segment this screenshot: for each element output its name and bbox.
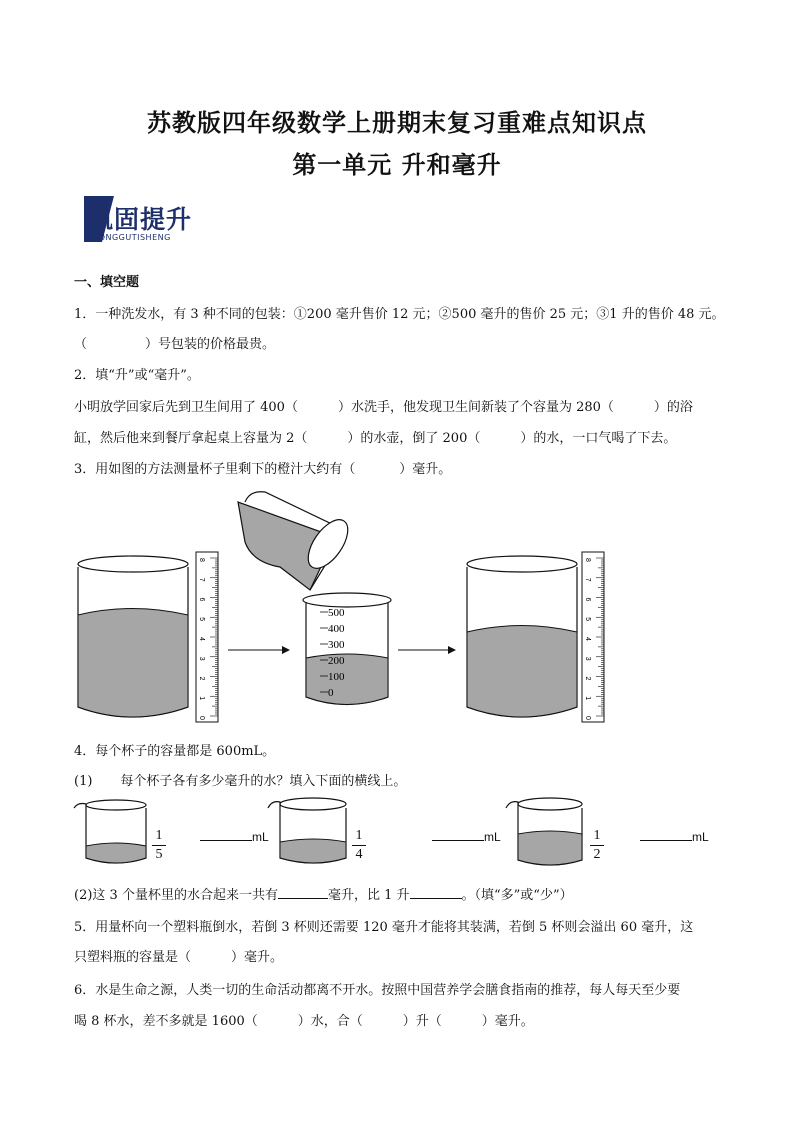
q1-line1: 1．一种洗发水，有 3 种不同的包装：①200 毫升售价 12 元；②500 毫升的售价 25 元；③1 升的售价 48 元。 — [74, 307, 725, 322]
q2-line2: 小明放学回家后先到卫生间用了 400（ ）水洗手，他发现卫生间新装了个容量为 280（ ）的浴 — [74, 400, 693, 415]
ruler-tick-label: 3 — [198, 656, 205, 661]
ruler-tick-label: 7 — [198, 577, 205, 582]
ruler-tick-label: 1 — [198, 696, 205, 701]
q5-line1: 5．用量杯向一个塑料瓶倒水，若倒 3 杯则还需要 120 毫升才能将其装满，若倒 5 杯则会溢出 60 毫升，这 — [74, 920, 694, 935]
arrow-1 — [228, 646, 290, 654]
fraction-2: 1 4 — [352, 828, 366, 863]
fraction-1: 1 5 — [152, 828, 166, 863]
ruler-tick-label: 0 — [584, 716, 591, 720]
right-ruler — [582, 552, 604, 722]
fraction-3: 1 2 — [590, 828, 604, 863]
cup-one-quarter — [268, 798, 346, 863]
answer-line-1[interactable]: mL — [200, 830, 269, 844]
beaker-tick-label: 500 — [328, 607, 345, 619]
logo-title: 巩固提升 — [88, 205, 193, 234]
ruler-tick-label: 4 — [198, 637, 205, 641]
ruler-tick-label: 0 — [198, 716, 205, 720]
measuring-beaker — [303, 593, 391, 705]
q3-line1: 3．用如图的方法测量杯子里剩下的橙汁大约有（ ）毫升。 — [74, 462, 452, 477]
q2-line3: 缸，然后他来到餐厅拿起桌上容量为 2（ ）的水壶，倒了 200（ ）的水，一口气喝了下去。 — [74, 431, 677, 446]
q2-line1: 2．填“升”或“毫升”。 — [74, 368, 200, 383]
q4-sub1: (1) 每个杯子各有多少毫升的水？填入下面的横线上。 — [74, 774, 407, 789]
q5-line2: 只塑料瓶的容量是（ ）毫升。 — [74, 950, 284, 965]
left-cup-liquid — [78, 609, 188, 718]
page-title: 苏教版四年级数学上册期末复习重难点知识点 — [147, 108, 647, 137]
logo-subtitle: GONGGUTISHENG — [92, 233, 171, 242]
q4-line1: 4．每个杯子的容量都是 600mL。 — [74, 744, 276, 759]
beaker-tick-label: 0 — [328, 687, 334, 699]
cup-one-half — [506, 798, 582, 865]
beaker-tick-label: 300 — [328, 639, 345, 651]
ruler-tick-label: 4 — [584, 637, 591, 641]
page-subtitle: 第一单元 升和毫升 — [292, 150, 502, 179]
q6-line2: 喝 8 杯水，差不多就是 1600（ ）水，合（ ）升（ ）毫升。 — [74, 1014, 534, 1029]
q1-line2: （ ）号包装的价格最贵。 — [74, 337, 276, 352]
arrow-2 — [398, 646, 456, 654]
beaker-tick-label: 200 — [328, 655, 345, 667]
ruler-tick-label: 8 — [584, 558, 591, 562]
ruler-tick-label: 2 — [584, 676, 591, 681]
section-heading: 一、填空题 — [74, 275, 140, 290]
beaker-liquid — [306, 654, 388, 705]
ruler-tick-label: 2 — [198, 676, 205, 681]
right-cup-liquid — [467, 626, 577, 718]
pouring-cup — [238, 492, 356, 590]
ruler-tick-label: 7 — [584, 577, 591, 582]
ruler-tick-label: 6 — [198, 597, 205, 602]
cup-one-fifth — [74, 800, 146, 863]
q6-line1: 6．水是生命之源，人类一切的生命活动都离不开水。按照中国营养学会膳食指南的推荐，每人每天至少要 — [74, 983, 681, 998]
beaker-tick-label: 400 — [328, 623, 345, 635]
ruler-tick-label: 3 — [584, 656, 591, 661]
left-cup — [78, 556, 188, 717]
answer-line-3[interactable]: mL — [640, 830, 709, 844]
left-ruler — [196, 552, 218, 722]
beaker-tick-label: 100 — [328, 671, 345, 683]
ruler-tick-label: 5 — [198, 617, 205, 622]
q4-sub2: (2)这 3 个量杯里的水合起来一共有 毫升，比 1 升 。（填“多”或“少”） — [74, 888, 573, 903]
ruler-tick-label: 8 — [198, 558, 205, 562]
ruler-tick-label: 5 — [584, 617, 591, 622]
answer-line-2[interactable]: mL — [432, 830, 501, 844]
ruler-tick-label: 6 — [584, 597, 591, 602]
q3-figure — [70, 482, 630, 732]
ruler-tick-label: 1 — [584, 696, 591, 701]
right-cup — [467, 556, 577, 717]
